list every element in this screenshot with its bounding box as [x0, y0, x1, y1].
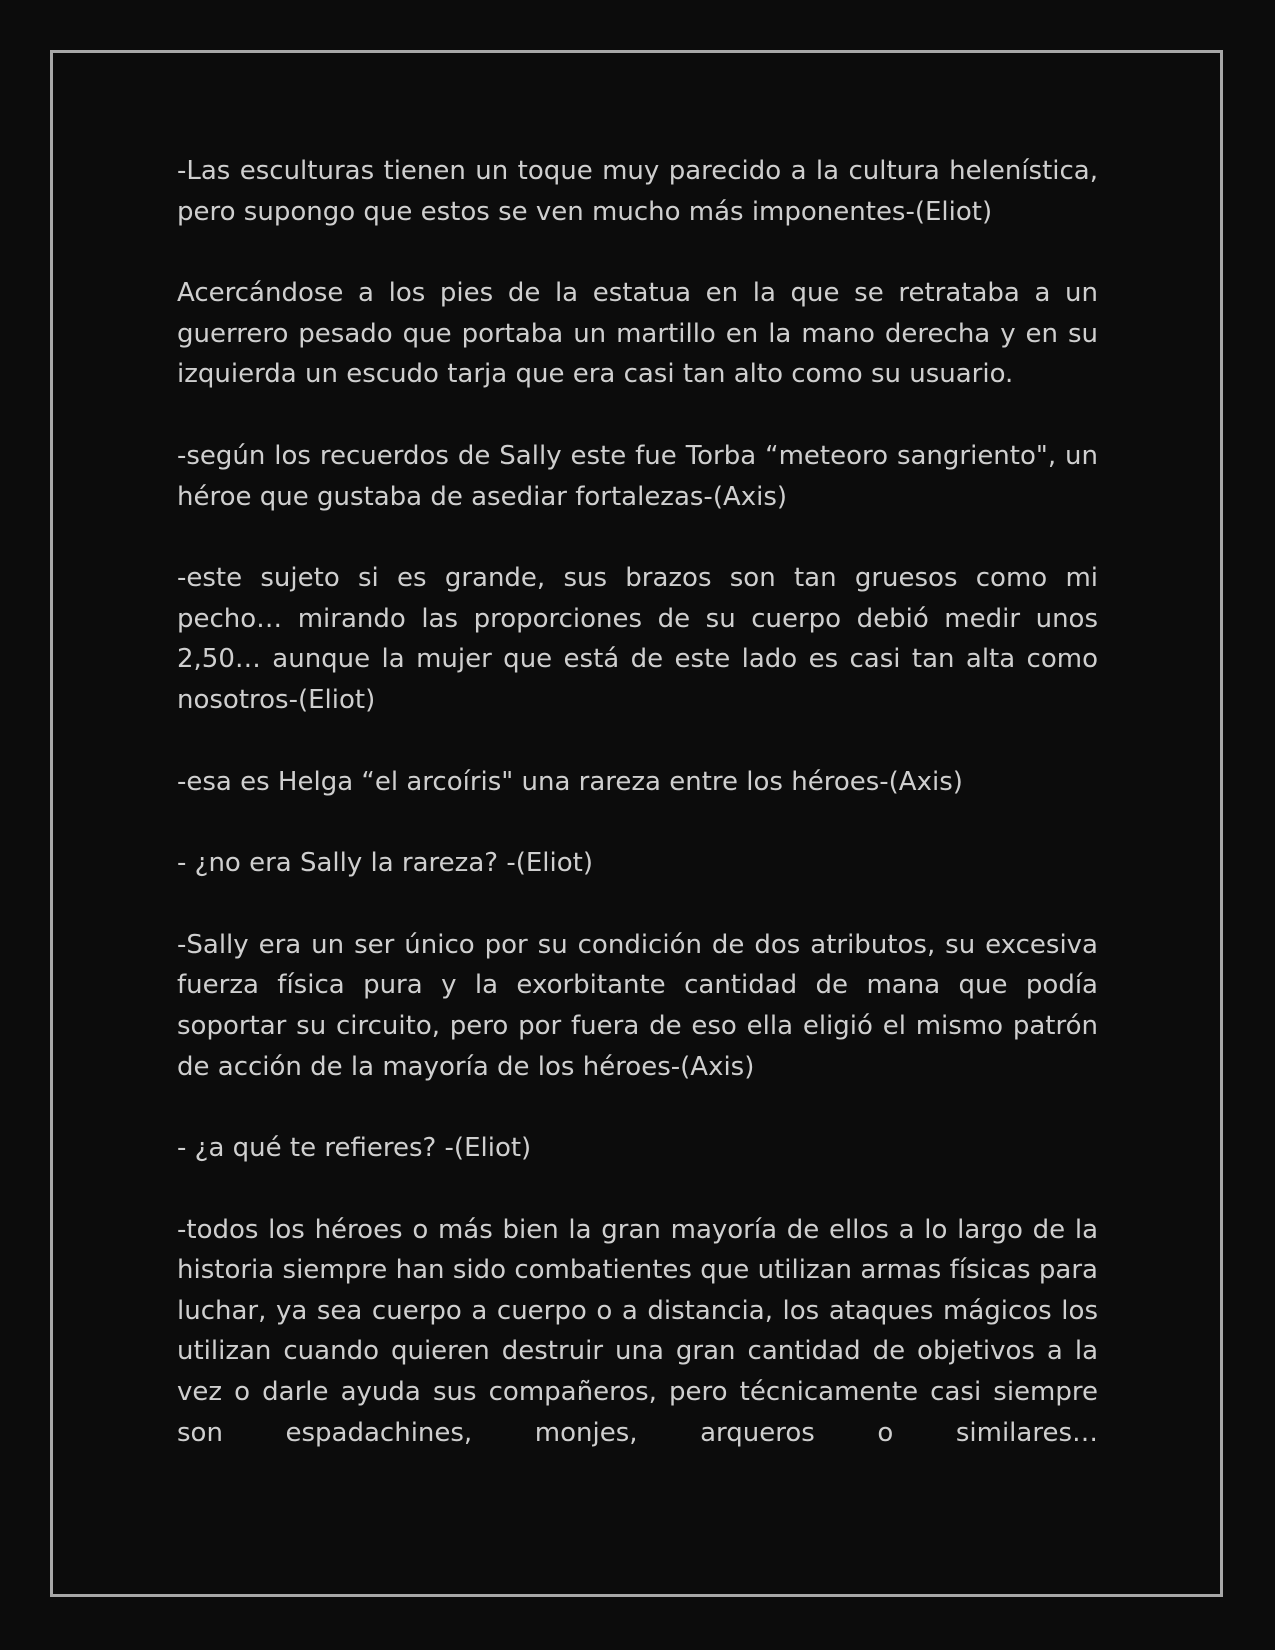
paragraph-5: -esa es Helga “el arcoíris" una rareza entre los héroes-(Axis) [177, 766, 963, 797]
paragraph-3: -según los recuerdos de Sally este fue Torba “meteoro sangriento", un héroe que gustaba de asediar fortalezas-(Axis) [177, 440, 1098, 512]
paragraph-4: -este sujeto si es grande, sus brazos son tan gruesos como mi pecho… mirando las proporciones de su cuerpo debió medir unos 2,50… aunque la mujer que está de este lado es casi tan alta como nosotros-(Eliot) [177, 563, 1098, 715]
paragraph-7: -Sally era un ser único por su condición de dos atributos, su excesiva fuerza física pura y la exorbitante cantidad de mana que podía soportar su circuito, pero por fuera de eso ella eligió el mismo patrón de acción de la mayoría de los héroes-(Axis) [177, 929, 1098, 1082]
paragraph-9: -todos los héroes o más bien la gran mayoría de ellos a lo largo de la historia siempre han sido combatientes que utilizan armas físicas para luchar, ya sea cuerpo a cuerpo o a distancia, los ataques mágicos los utilizan cuando quieren destruir una gran cantidad de objetivos a la vez o darle ayuda sus compañeros, pero técnicamente casi siempre son espadachines, monjes, arqueros o similares… [177, 1214, 1098, 1448]
paragraph-2: Acercándose a los pies de la estatua en la que se retrataba a un guerrero pesado que portaba un martillo en la mano derecha y en su izquierda un escudo tarja que era casi tan alto como su usuario. [177, 278, 1098, 390]
paragraph-8: - ¿a qué te refieres? -(Eliot) [177, 1133, 532, 1164]
paragraph-6: - ¿no era Sally la rareza? -(Eliot) [177, 848, 593, 879]
paragraph-1: -Las esculturas tienen un toque muy parecido a la cultura helenística, pero supongo que estos se ven mucho más imponentes-(Eliot) [177, 156, 1098, 227]
document-body [177, 151, 1098, 1494]
